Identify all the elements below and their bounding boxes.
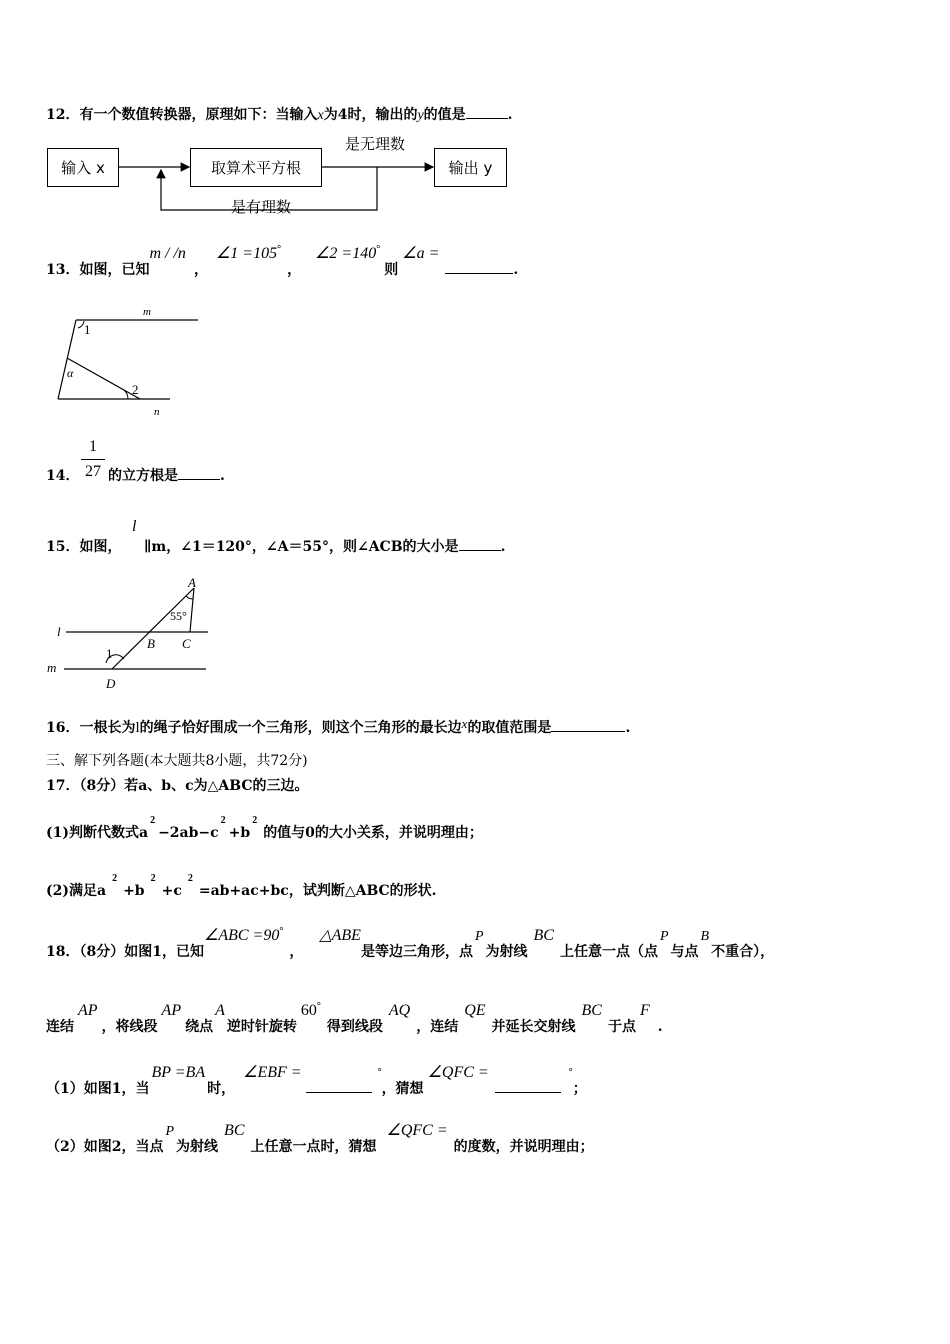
q17-p1-sq-c: 2 <box>220 815 226 826</box>
q18-var-QE: QE <box>464 1002 486 1019</box>
q15-label-55: 55° <box>170 609 187 623</box>
q18-var-P-2: P <box>659 929 669 944</box>
q18-s1-text-b: 时， <box>207 1081 236 1097</box>
q15-var-l: l <box>132 518 137 535</box>
q18-text-1: 18．（8分）如图1，已知 <box>46 944 204 960</box>
q13-comma-1: ， <box>193 262 208 278</box>
q12-var-y: y <box>417 108 424 123</box>
q18-period: . <box>657 1019 663 1035</box>
q18-sixty: 60 <box>300 1002 317 1019</box>
q18-l2-text-e: 得到线段 <box>326 1019 383 1035</box>
q18-text-6: 不重合）， <box>711 944 775 960</box>
q17-part-2 <box>46 873 437 900</box>
q17-p1-text-b: −2ab−c <box>158 825 219 841</box>
q17-p2-text-d: =ab+ac+bc，试判断△ABC的形状. <box>198 883 437 899</box>
q18-sub-2 <box>46 1120 594 1154</box>
q17-p2-sq-b: 2 <box>150 873 156 884</box>
q17-part-1 <box>46 815 483 842</box>
q18-line-2 <box>46 1000 663 1034</box>
q18-l2-text-b: ，将线段 <box>101 1019 158 1035</box>
q17-head: 17．（8分）若a、b、c为△ABC的三边。 <box>46 778 309 794</box>
q14-fraction-bar <box>81 459 105 460</box>
q12-box-sqrt: 取算术平方根 <box>190 148 322 187</box>
q13-angle-1: ∠1 =105 <box>215 245 278 262</box>
q18-triangle-abe: △ABE <box>319 927 361 944</box>
q15-label-m: m <box>47 660 57 675</box>
q18-angle-ebf: ∠EBF = <box>243 1064 302 1081</box>
q15-label-1: 1 <box>106 646 113 661</box>
q17-p2-text-a: (2)满足a <box>46 883 107 899</box>
q18-l2-text-h: 于点 <box>607 1019 636 1035</box>
q18-l2-text-c: 绕点 <box>185 1019 214 1035</box>
q14-text <box>108 465 225 485</box>
q18-var-P-3: P <box>165 1124 175 1139</box>
q18-var-AP-2: AP <box>161 1002 182 1019</box>
q18-l2-text-d: 逆时针旋转 <box>226 1019 297 1035</box>
q18-var-BC-1: BC <box>533 927 554 944</box>
q13-angle-a: ∠a = <box>402 245 440 262</box>
q18-degree-ebf: ° <box>377 1067 382 1078</box>
q14-fraction-numerator: 1 <box>89 438 97 455</box>
q18-ebf-answer-blank[interactable] <box>306 1078 372 1093</box>
q14-number: 14． <box>46 468 80 484</box>
q13-label-1: 1 <box>84 322 91 337</box>
q17-p1-sq-b: 2 <box>252 815 258 826</box>
q18-s1-text-a: （1）如图1，当 <box>46 1081 150 1097</box>
q17-p1-text-d: 的值与0的大小关系，并说明理由； <box>263 825 483 841</box>
q14-answer-blank[interactable] <box>178 465 220 480</box>
q15-label-A: A <box>188 575 196 590</box>
q18-l2-text-a: 连结 <box>46 1019 74 1035</box>
q15-label-l: l <box>57 624 61 639</box>
q12-text-3: 的值是 <box>423 107 466 123</box>
q12-box-input: 输入 x <box>47 148 119 187</box>
q15-number: 15．如图， <box>46 539 122 555</box>
q13-angle-2: ∠2 =140 <box>315 245 377 262</box>
q15-label-D: D <box>106 676 116 691</box>
q18-var-AQ: AQ <box>388 1002 411 1019</box>
q18-var-A: A <box>215 1002 225 1019</box>
q18-angle-qfc-2: ∠QFC = <box>386 1122 448 1139</box>
q18-s2-text-c: 上任意一点时，猜想 <box>250 1139 377 1155</box>
q18-s2-text-a: （2）如图2，当点 <box>46 1139 164 1155</box>
q15-label-C: C <box>182 636 191 651</box>
q18-text-4: 上任意一点（点 <box>559 944 658 960</box>
q12-box-output: 输出 y <box>434 148 507 187</box>
q12-number: 12． <box>46 107 80 123</box>
q15-line-AD <box>112 588 194 669</box>
q12-label-rational: 是有理数 <box>231 198 292 216</box>
q18-l2-text-g: 并延长交射线 <box>491 1019 576 1035</box>
q13-transversal-left <box>58 320 76 399</box>
q15-period: . <box>500 539 506 555</box>
q18-bp-eq-ba: BP =BA <box>151 1064 206 1081</box>
q18-var-F: F <box>639 1002 650 1019</box>
q18-text-3: 为射线 <box>485 944 528 960</box>
q18-s2-text-b: 为射线 <box>176 1139 219 1155</box>
q14-period: . <box>220 468 225 484</box>
q18-text-2: 是等边三角形，点 <box>360 944 473 960</box>
q17-p2-sq-c: 2 <box>187 873 193 884</box>
q17-p2-text-b: +b <box>123 883 145 899</box>
q18-var-P-1: P <box>474 929 484 944</box>
q13-degree-1: ° <box>277 244 282 255</box>
q13-label-2: 2 <box>132 382 139 397</box>
q16-text-2: 的绳子恰好围成一个三角形，则这个三角形的最长边 <box>139 720 462 736</box>
q13-label-n: n <box>154 406 160 418</box>
q12-label-irrational: 是无理数 <box>345 135 406 153</box>
q18-comma-1: ， <box>289 944 304 960</box>
q16-answer-blank[interactable] <box>551 717 625 732</box>
q15-arc-A <box>186 596 193 599</box>
q15-answer-blank[interactable] <box>459 536 501 551</box>
q18-angle-qfc-1: ∠QFC = <box>427 1064 489 1081</box>
q16-var-x: x <box>461 716 468 731</box>
q17-p2-text-c: +c <box>161 883 182 899</box>
q13-answer-blank[interactable] <box>445 259 513 274</box>
q13-transversal-mid <box>67 358 140 399</box>
q16-var-l: l <box>135 720 140 736</box>
q13-label-alpha: α <box>67 366 74 380</box>
q12-var-x: x <box>317 108 324 123</box>
q12-period: . <box>507 107 513 123</box>
section-3-heading: 三、解下列各题(本大题共8小题，共72分) <box>46 753 308 769</box>
q13-parallel: m / /n <box>149 245 186 262</box>
q13-stem <box>46 243 518 277</box>
q16-text-1: 16．一根长为 <box>46 720 136 736</box>
q18-var-B: B <box>700 929 710 944</box>
q14-text-body: 的立方根是 <box>108 468 178 484</box>
q18-s1-text-c: ，猜想 <box>381 1081 424 1097</box>
q12-text-1: 有一个数值转换器，原理如下：当输入 <box>79 107 318 123</box>
q14-fraction-denominator: 27 <box>85 463 101 480</box>
q18-degree-1: ° <box>279 926 284 937</box>
q15-label-B: B <box>147 636 155 651</box>
q17-p1-sq-a: 2 <box>150 815 156 826</box>
q18-angle-abc: ∠ABC =90 <box>203 927 280 944</box>
q18-line-1 <box>46 925 774 959</box>
q18-degree-qfc: ° <box>568 1067 573 1078</box>
q18-s1-text-d: ； <box>572 1081 587 1097</box>
q16-text-3: 的取值范围是 <box>467 720 552 736</box>
q15-text-body: ∥m，∠1＝120°，∠A＝55°，则∠ACB的大小是 <box>144 539 459 555</box>
q15-line-AC <box>190 588 194 632</box>
q13-number: 13．如图，已知 <box>46 262 150 278</box>
q13-comma-2: ， <box>287 262 302 278</box>
q18-qfc-answer-blank[interactable] <box>495 1078 561 1093</box>
q18-l2-text-f: ，连结 <box>416 1019 459 1035</box>
q15-figure <box>40 572 220 692</box>
q17-p1-text-c: +b <box>228 825 251 841</box>
q12-text-2: 为4时，输出的 <box>323 107 418 123</box>
q18-sub-1 <box>46 1062 587 1096</box>
q18-var-BC-3: BC <box>224 1122 245 1139</box>
q18-text-5: 与点 <box>670 944 699 960</box>
q13-period: . <box>513 262 519 278</box>
q17-p1-text-a: (1)判断代数式a <box>46 825 149 841</box>
q17-p2-sq-a: 2 <box>112 873 118 884</box>
q12-flow-arrows <box>0 0 950 240</box>
q13-figure <box>40 300 210 420</box>
q18-var-AP-1: AP <box>78 1002 98 1019</box>
q13-label-m: m <box>143 306 151 318</box>
q13-then: 则 <box>384 262 399 278</box>
q15-text <box>144 536 505 556</box>
q18-degree-60: ° <box>316 1001 321 1012</box>
q16-period: . <box>625 720 631 736</box>
q18-var-BC-2: BC <box>581 1002 602 1019</box>
q18-s2-text-d: 的度数，并说明理由； <box>453 1139 594 1155</box>
q16-stem <box>46 717 630 737</box>
q13-degree-2: ° <box>376 244 381 255</box>
